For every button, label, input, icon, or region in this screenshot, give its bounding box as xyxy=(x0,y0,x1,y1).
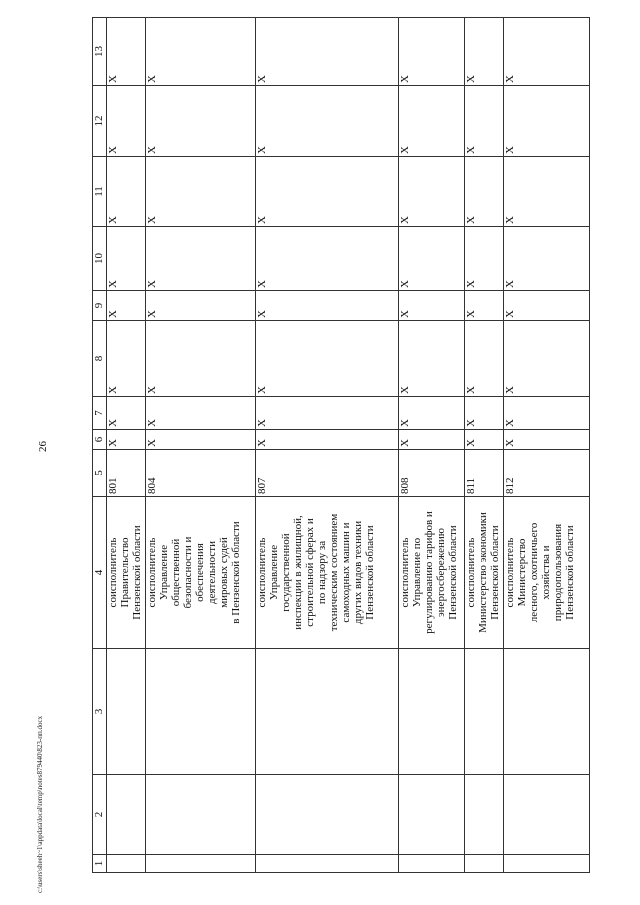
empty-cell xyxy=(146,775,256,855)
empty-cell xyxy=(107,649,146,775)
value-cell: X xyxy=(146,430,256,450)
value-cell: X xyxy=(107,397,146,430)
empty-cell xyxy=(504,775,590,855)
table-row xyxy=(465,18,504,873)
value-cell: X xyxy=(465,321,504,397)
value-cell: X xyxy=(107,157,146,227)
value-cell: X xyxy=(256,397,399,430)
value-cell: X xyxy=(399,18,465,86)
table-row xyxy=(399,18,465,873)
table-row xyxy=(256,18,399,873)
value-cell: X xyxy=(399,86,465,157)
empty-cell xyxy=(465,775,504,855)
executor-cell: соисполнитель Управление общественной безопасности и обеспечения деятельности мировых судей в Пензенской области xyxy=(146,497,256,649)
header-cell: 4 xyxy=(93,497,107,649)
value-cell: X xyxy=(146,397,256,430)
empty-cell xyxy=(146,649,256,775)
empty-cell xyxy=(146,855,256,873)
value-cell: X xyxy=(504,18,590,86)
value-cell: X xyxy=(465,291,504,321)
value-cell: X xyxy=(256,86,399,157)
code-cell: 808 xyxy=(399,450,465,497)
executor-cell: соисполнитель Министерство лесного, охотничьего хозяйства и природопользования Пензенской области xyxy=(504,497,590,649)
value-cell: X xyxy=(504,321,590,397)
value-cell: X xyxy=(504,227,590,291)
value-cell: X xyxy=(146,18,256,86)
value-cell: X xyxy=(465,397,504,430)
empty-cell xyxy=(256,649,399,775)
value-cell: X xyxy=(107,86,146,157)
empty-cell xyxy=(256,855,399,873)
value-cell: X xyxy=(504,291,590,321)
empty-cell xyxy=(107,775,146,855)
code-cell: 812 xyxy=(504,450,590,497)
table-row xyxy=(504,18,590,873)
value-cell: X xyxy=(107,227,146,291)
empty-cell xyxy=(399,775,465,855)
value-cell: X xyxy=(504,397,590,430)
code-cell: 804 xyxy=(146,450,256,497)
table-body xyxy=(107,18,590,873)
value-cell: X xyxy=(146,157,256,227)
value-cell: X xyxy=(399,321,465,397)
table-row xyxy=(107,18,146,873)
value-cell: X xyxy=(146,227,256,291)
executor-cell: соисполнитель Управление государственной инспекции в жилищной, строительной сферах и по надзору за техническим состоянием самоходных машин и других видов техники Пензенской области xyxy=(256,497,399,649)
empty-cell xyxy=(107,855,146,873)
empty-cell xyxy=(399,649,465,775)
value-cell: X xyxy=(504,157,590,227)
header-cell: 9 xyxy=(93,291,107,321)
header-cell: 11 xyxy=(93,157,107,227)
empty-cell xyxy=(465,855,504,873)
empty-cell xyxy=(465,649,504,775)
header-cell: 12 xyxy=(93,86,107,157)
table-header-row xyxy=(93,18,107,873)
executor-cell: соисполнитель Правительство Пензенской области xyxy=(107,497,146,649)
value-cell: X xyxy=(465,86,504,157)
header-cell: 2 xyxy=(93,775,107,855)
value-cell: X xyxy=(504,86,590,157)
value-cell: X xyxy=(399,291,465,321)
value-cell: X xyxy=(256,157,399,227)
table-container xyxy=(92,18,621,873)
header-cell: 10 xyxy=(93,227,107,291)
header-cell: 7 xyxy=(93,397,107,430)
code-cell: 811 xyxy=(465,450,504,497)
value-cell: X xyxy=(146,291,256,321)
value-cell: X xyxy=(256,18,399,86)
table-row xyxy=(146,18,256,873)
value-cell: X xyxy=(465,18,504,86)
value-cell: X xyxy=(399,157,465,227)
data-table xyxy=(92,17,590,873)
value-cell: X xyxy=(399,430,465,450)
value-cell: X xyxy=(146,86,256,157)
value-cell: X xyxy=(107,291,146,321)
value-cell: X xyxy=(465,430,504,450)
value-cell: X xyxy=(256,321,399,397)
value-cell: X xyxy=(465,227,504,291)
header-cell: 5 xyxy=(93,450,107,497)
empty-cell xyxy=(504,855,590,873)
value-cell: X xyxy=(146,321,256,397)
value-cell: X xyxy=(107,321,146,397)
empty-cell xyxy=(399,855,465,873)
footer-file-path: c:\users\sheeh~1\appdata\local\temp\notes879440\823-пп.docx xyxy=(36,715,44,893)
empty-cell xyxy=(256,775,399,855)
value-cell: X xyxy=(399,397,465,430)
header-cell: 3 xyxy=(93,649,107,775)
value-cell: X xyxy=(107,18,146,86)
executor-cell: соисполнитель Министерство экономики Пензенской области xyxy=(465,497,504,649)
value-cell: X xyxy=(256,291,399,321)
header-cell: 6 xyxy=(93,430,107,450)
value-cell: X xyxy=(399,227,465,291)
header-cell: 1 xyxy=(93,855,107,873)
value-cell: X xyxy=(465,157,504,227)
value-cell: X xyxy=(256,430,399,450)
empty-cell xyxy=(504,649,590,775)
value-cell: X xyxy=(107,430,146,450)
code-cell: 807 xyxy=(256,450,399,497)
code-cell: 801 xyxy=(107,450,146,497)
executor-cell: соисполнитель Управление по регулированию тарифов и энергосбережению Пензенской области xyxy=(399,497,465,649)
header-cell: 8 xyxy=(93,321,107,397)
header-cell: 13 xyxy=(93,18,107,86)
value-cell: X xyxy=(256,227,399,291)
value-cell: X xyxy=(504,430,590,450)
page-number: 26 xyxy=(37,441,49,452)
